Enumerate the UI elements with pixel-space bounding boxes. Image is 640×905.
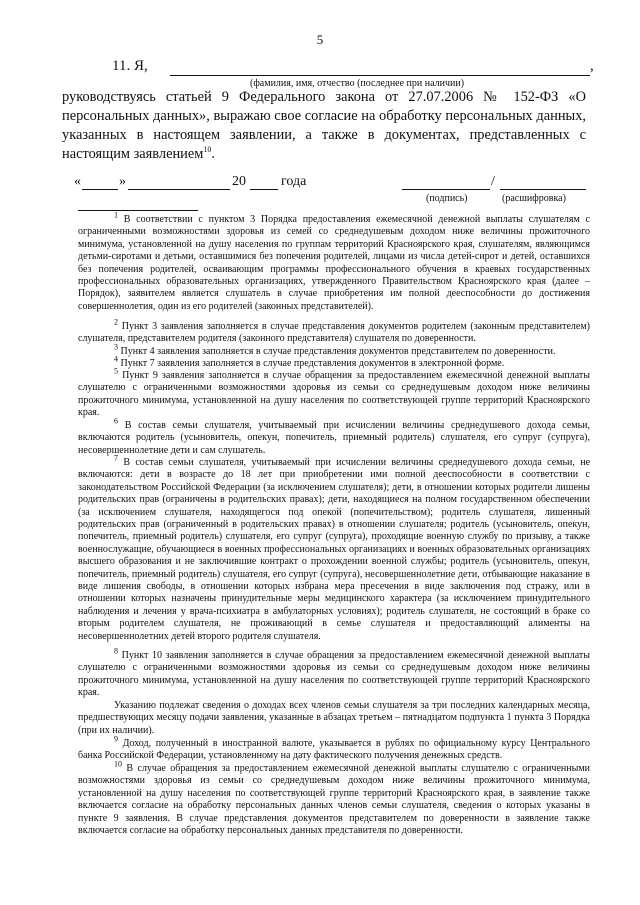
footnote-text: Указанию подлежат сведения о доходах всех членов семьи слушателя за три последних календарных месяца, предшествующих месяцу подачи заявления, указанные в абзацах третьем – пятнадцатом подпункта 1 пункта 3 Порядка (при их наличии).: [78, 700, 590, 736]
consent-text: руководствуясь статьей 9 Федерального закона от 27.07.2006 № 152-ФЗ «О персональных данных», выражаю свое согласие на обработку персональных данных, указанных в настоящем заявлении, а также в документах, представленных с настоящим заявлением: [62, 89, 586, 162]
footnote-mark: 1: [114, 210, 118, 220]
consent-end: .: [211, 146, 215, 162]
footnote-6: [78, 416, 590, 457]
footnote-5: [78, 366, 590, 420]
item-11-comma: ,: [590, 58, 594, 74]
footnote-text: В состав семьи слушателя, учитываемый при исчислении величины среднедушевого дохода семьи, включаются родитель (усыновитель, опекун, попечитель, приемный родитель) слушателя, его супруг (супруга), несовершеннолетние дети и сам слушатель.: [78, 420, 590, 456]
footnote-7: [78, 453, 591, 643]
footnote-text: Пункт 3 заявления заполняется в случае представления документов родителем (законным представителем) слушателя, представителем родителя (законного представителя) слушателя по доверенности.: [78, 321, 591, 345]
footnote-9: [78, 734, 590, 763]
footnote-text: В случае обращения за предоставлением ежемесячной денежной выплаты слушателю с ограниченными возможностями здоровья из семьи со среднедушевым доходом ниже величины прожиточного минимума, установленной на душу населения по соответствующей группе территорий Красноярского края, в заявление также включается согласие на обработку персональных данных членов семьи слушателя, сведения о которых указаны в пункте 9 заявления. В случае представления документов представителем по доверенности в заявление также включается согласие на обработку персональных данных представителя по доверенности.: [78, 763, 591, 837]
footnote-ref-10: 10: [203, 145, 212, 155]
footnote-text: Пункт 4 заявления заполняется в случае представления документов представителем по доверенности.: [120, 346, 556, 357]
footnote-mark: 3: [114, 342, 118, 352]
date-open-quote: «: [74, 174, 81, 189]
footnote-8-continuation: [78, 700, 590, 737]
footnote-3: [78, 342, 590, 358]
footnote-8: [78, 646, 590, 700]
footnote-text: Доход, полученный в иностранной валюте, указывается в рублях по официальному курсу Центрального банка Российской Федерации, установленному на дату фактического получения денежных средств.: [78, 738, 590, 762]
footnote-mark: 6: [114, 416, 118, 426]
date-month-field[interactable]: [128, 189, 230, 190]
consent-paragraph: [62, 88, 586, 164]
footnote-text: Пункт 9 заявления заполняется в случае обращения за предоставлением ежемесячной денежной выплаты слушателю с ограниченными возможностями здоровья из семьи со среднедушевым доходом ниже величины прожиточного минимума, установленной на душу населения по соответствующей группе территорий Красноярского края.: [78, 370, 590, 419]
footnote-1: [78, 210, 590, 313]
signature-slash: /: [491, 174, 495, 189]
signature-field[interactable]: [402, 189, 490, 190]
footnote-mark: 9: [114, 734, 118, 744]
date-year-word: года: [281, 174, 307, 189]
item-11-label: 11. Я,: [112, 58, 148, 74]
date-close-quote: »: [119, 174, 126, 189]
footnote-text: Пункт 10 заявления заполняется в случае обращения за предоставлением ежемесячной денежной выплаты слушателю с ограниченными возможностями здоровья из семьи со среднедушевым доходом ниже величины прожиточного минимума, установленной на душу населения по соответствующей группе территорий Красноярского края.: [78, 650, 590, 699]
footnote-text: В состав семьи слушателя, учитываемый при исчислении величины среднедушевого дохода семьи, не включаются: дети в возрасте до 18 лет при приобретении ими полной дееспособности в соответствии с законодательством Российской Федерации (за исключением слушателя); дети, в отношении которых родители лишены родительских прав (ограничены в родительских правах); дети, находящиеся на полном государственном обеспечении (за исключением слушателя, находящегося под опекой (попечительством); родитель слушателя, лишенный родительских прав (ограниченный в родительских правах) в отношении слушателя; родитель (усыновитель, опекун, попечитель, приемный родитель) слушателя, его супруг (супруга), проходящие военную службу по призыву, а также военнослужащие, обучающиеся в военных профессиональных организациях и военных образовательных организациях высшего образования и не заключившие контракт о прохождении военной службы; родитель (усыновитель, опекун, попечитель, приемный родитель) слушателя, его супруг (супруга), несовершеннолетние дети, отбывающие наказание в виде лишения свободы, в отношении которых избрана мера пресечения в виде заключения под стражу, или в отношении которых назначены принудительные меры медицинского характера (за исключением принудительного наблюдения и лечения у врача-психиатра в амбулаторных условиях); родитель слушателя, не состоящий в браке со вторым родителем слушателя, не проживающий в семье слушателя и предоставляющий алименты на несовершеннолетних детей второго родителя слушателя.: [78, 457, 591, 642]
footnote-mark: 2: [114, 317, 118, 327]
date-day-field[interactable]: [82, 189, 118, 190]
footnote-mark: 5: [114, 366, 118, 376]
footnote-separator: [78, 210, 198, 211]
fio-input-line[interactable]: [170, 75, 590, 76]
footnote-4: [78, 354, 590, 370]
date-year-prefix: 20: [232, 174, 246, 189]
signature-hint: (подпись): [426, 193, 468, 204]
date-year-field[interactable]: [250, 189, 278, 190]
footnote-text: Пункт 7 заявления заполняется в случае представления документов в электронной форме.: [120, 358, 505, 369]
footnote-mark: 8: [114, 646, 118, 656]
decoding-hint: (расшифровка): [502, 193, 566, 204]
footnote-mark: 7: [114, 453, 118, 463]
footnote-text: В соответствии с пунктом 3 Порядка предоставления ежемесячной денежной выплаты слушателям с ограниченными возможностями здоровья из семей со среднедушевым доходом ниже величины прожиточного минимума, установленной на душу населения по группам территорий Красноярского края, слушателям, являющимся детьми-сиротами и детьми, оставшимися без попечения родителей, лицами из числа детей-сирот и детей, оставшихся без попечения родителей, осваивающим программы профессионального обучения в краевых государственных профессиональных образовательных организациях, утвержденного Правительством Красноярского края (далее – Порядок), заявителем является слушатель в случае приобретения им полной дееспособности до достижения совершеннолетия, один из его родителей (законных представителей).: [78, 214, 590, 312]
fio-hint: (фамилия, имя, отчество (последнее при наличии): [250, 78, 465, 89]
footnote-mark: 10: [114, 759, 122, 769]
decoding-field[interactable]: [500, 189, 586, 190]
footnote-2: [78, 317, 591, 346]
footnote-10: [78, 759, 591, 837]
page-number: 5: [316, 32, 324, 47]
footnote-mark: 4: [114, 354, 118, 364]
